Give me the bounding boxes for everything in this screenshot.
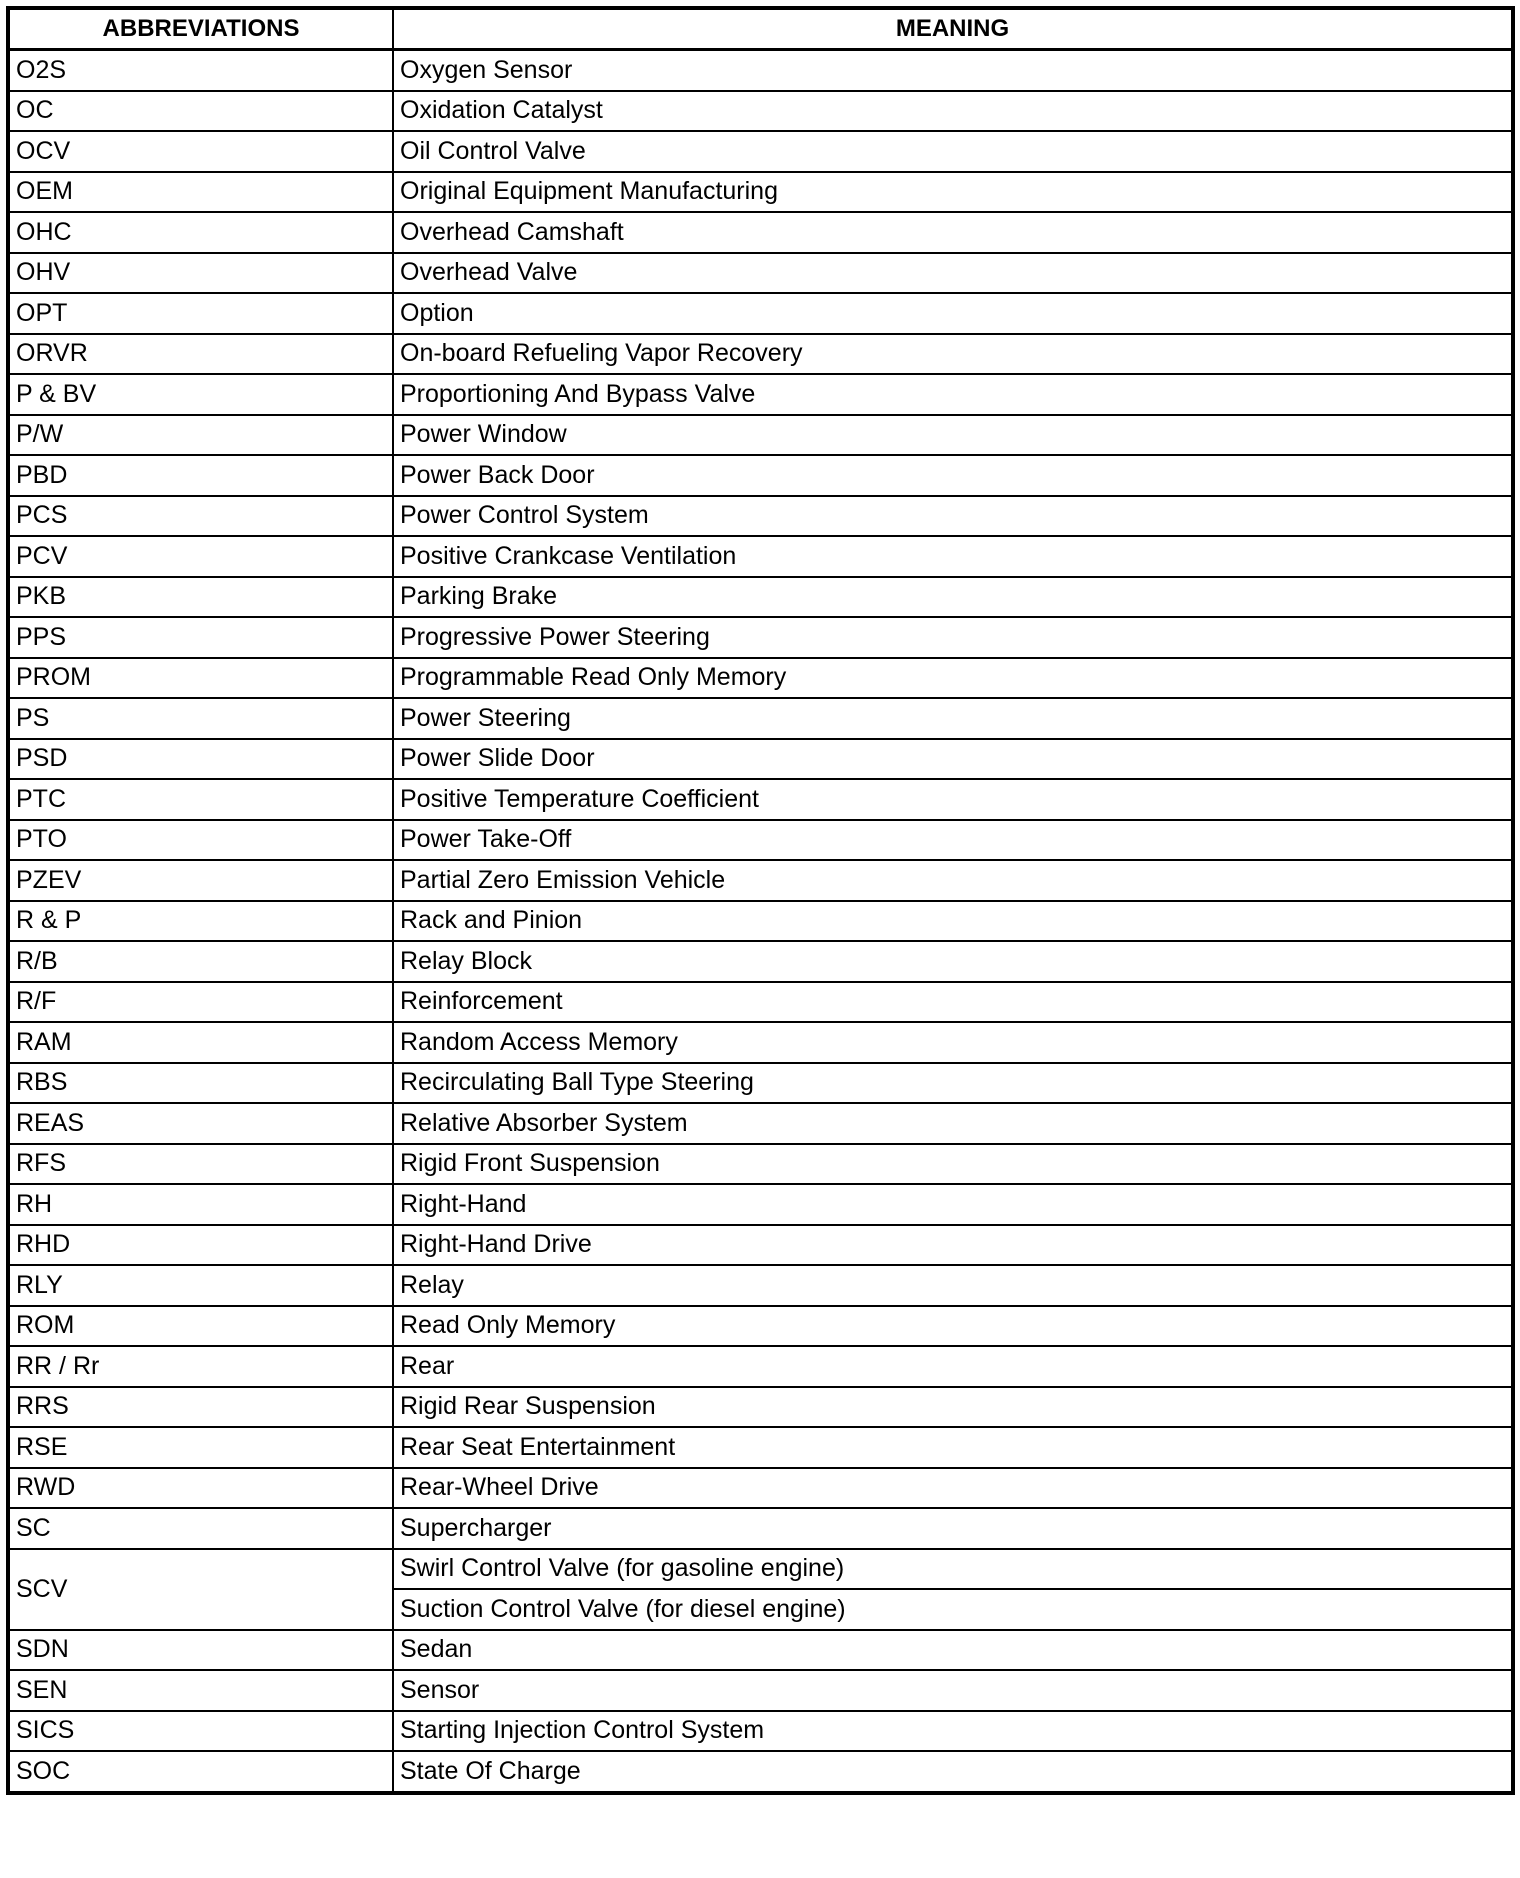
table-body — [8, 50, 1513, 1793]
table-row — [8, 1022, 1513, 1063]
meaning-cell: Relative Absorber System — [393, 1103, 1513, 1144]
table-row — [8, 982, 1513, 1023]
meaning-cell: Power Steering — [393, 698, 1513, 739]
abbreviation-cell: PBD — [8, 455, 393, 496]
abbreviations-column-header: ABBREVIATIONS — [8, 8, 393, 50]
table-row — [8, 1184, 1513, 1225]
abbreviation-cell: RFS — [8, 1144, 393, 1185]
meaning-cell: Option — [393, 293, 1513, 334]
abbreviation-cell: OEM — [8, 172, 393, 213]
table-row — [8, 1387, 1513, 1428]
table-row — [8, 131, 1513, 172]
table-row — [8, 455, 1513, 496]
meaning-cell: Programmable Read Only Memory — [393, 658, 1513, 699]
abbreviation-cell: P/W — [8, 415, 393, 456]
abbreviation-cell: SCV — [8, 1549, 393, 1630]
abbreviation-cell: RAM — [8, 1022, 393, 1063]
abbreviation-cell: PS — [8, 698, 393, 739]
meaning-cell: Relay Block — [393, 941, 1513, 982]
meaning-cell: Supercharger — [393, 1508, 1513, 1549]
abbreviation-cell: RWD — [8, 1468, 393, 1509]
meaning-cell: Recirculating Ball Type Steering — [393, 1063, 1513, 1104]
table-row — [8, 1306, 1513, 1347]
abbreviation-cell: PTO — [8, 820, 393, 861]
abbreviation-cell: RLY — [8, 1265, 393, 1306]
meaning-cell: Power Slide Door — [393, 739, 1513, 780]
table-row — [8, 1670, 1513, 1711]
table-row — [8, 820, 1513, 861]
abbreviation-cell: PZEV — [8, 860, 393, 901]
abbreviation-cell: PCV — [8, 536, 393, 577]
abbreviation-cell: P & BV — [8, 374, 393, 415]
table-row — [8, 1063, 1513, 1104]
meaning-cell: Right-Hand — [393, 1184, 1513, 1225]
meaning-cell: Random Access Memory — [393, 1022, 1513, 1063]
meaning-cell: Relay — [393, 1265, 1513, 1306]
meaning-cell: Suction Control Valve (for diesel engine) — [393, 1589, 1513, 1630]
table-row — [8, 1630, 1513, 1671]
table-row — [8, 1144, 1513, 1185]
table-row — [8, 496, 1513, 537]
abbreviation-cell: SICS — [8, 1711, 393, 1752]
table-row — [8, 253, 1513, 294]
abbreviation-cell: PSD — [8, 739, 393, 780]
table-row — [8, 1103, 1513, 1144]
meaning-cell: Rear Seat Entertainment — [393, 1427, 1513, 1468]
meaning-cell: Reinforcement — [393, 982, 1513, 1023]
meaning-cell: Power Back Door — [393, 455, 1513, 496]
table-row — [8, 415, 1513, 456]
abbreviation-cell: RBS — [8, 1063, 393, 1104]
abbreviation-cell: O2S — [8, 50, 393, 91]
table-row — [8, 860, 1513, 901]
table-row — [8, 1711, 1513, 1752]
table-row — [8, 1346, 1513, 1387]
table-row — [8, 617, 1513, 658]
meaning-cell: Starting Injection Control System — [393, 1711, 1513, 1752]
abbreviation-cell: R/F — [8, 982, 393, 1023]
table-row — [8, 779, 1513, 820]
meaning-cell: Proportioning And Bypass Valve — [393, 374, 1513, 415]
table-row — [8, 212, 1513, 253]
table-row — [8, 91, 1513, 132]
meaning-cell: Rigid Rear Suspension — [393, 1387, 1513, 1428]
abbreviation-cell: PPS — [8, 617, 393, 658]
abbreviation-cell: RRS — [8, 1387, 393, 1428]
table-row — [8, 1468, 1513, 1509]
table-header-row — [8, 8, 1513, 50]
abbreviations-table — [6, 6, 1515, 1795]
table-row — [8, 577, 1513, 618]
meaning-cell: Parking Brake — [393, 577, 1513, 618]
meaning-cell: Partial Zero Emission Vehicle — [393, 860, 1513, 901]
abbreviation-cell: OC — [8, 91, 393, 132]
abbreviation-cell: OCV — [8, 131, 393, 172]
meaning-cell: Positive Temperature Coefficient — [393, 779, 1513, 820]
table-row — [8, 1549, 1513, 1590]
meaning-cell: Oxygen Sensor — [393, 50, 1513, 91]
abbreviation-cell: SOC — [8, 1751, 393, 1793]
meaning-cell: Read Only Memory — [393, 1306, 1513, 1347]
abbreviation-cell: PTC — [8, 779, 393, 820]
meaning-cell: On-board Refueling Vapor Recovery — [393, 334, 1513, 375]
table-row — [8, 1508, 1513, 1549]
abbreviation-cell: SC — [8, 1508, 393, 1549]
abbreviation-cell: OHC — [8, 212, 393, 253]
meaning-cell: Oil Control Valve — [393, 131, 1513, 172]
table-row — [8, 901, 1513, 942]
abbreviation-cell: SEN — [8, 1670, 393, 1711]
table-row — [8, 293, 1513, 334]
meaning-cell: Progressive Power Steering — [393, 617, 1513, 658]
meaning-cell: Rear-Wheel Drive — [393, 1468, 1513, 1509]
table-row — [8, 658, 1513, 699]
table-row — [8, 1751, 1513, 1793]
meaning-cell: Power Window — [393, 415, 1513, 456]
abbreviation-cell: REAS — [8, 1103, 393, 1144]
table-row — [8, 172, 1513, 213]
abbreviation-cell: PROM — [8, 658, 393, 699]
meaning-cell: Right-Hand Drive — [393, 1225, 1513, 1266]
abbreviation-cell: OHV — [8, 253, 393, 294]
abbreviation-cell: ROM — [8, 1306, 393, 1347]
abbreviation-cell: OPT — [8, 293, 393, 334]
meaning-cell: Rigid Front Suspension — [393, 1144, 1513, 1185]
table-row — [8, 1225, 1513, 1266]
table-row — [8, 1427, 1513, 1468]
abbreviation-cell: R & P — [8, 901, 393, 942]
table-row — [8, 1265, 1513, 1306]
table-row — [8, 374, 1513, 415]
abbreviation-cell: RSE — [8, 1427, 393, 1468]
abbreviation-cell: SDN — [8, 1630, 393, 1671]
abbreviation-cell: R/B — [8, 941, 393, 982]
meaning-cell: State Of Charge — [393, 1751, 1513, 1793]
table-row — [8, 941, 1513, 982]
abbreviation-cell: PKB — [8, 577, 393, 618]
table-row — [8, 739, 1513, 780]
table-row — [8, 50, 1513, 91]
meaning-cell: Sensor — [393, 1670, 1513, 1711]
abbreviation-cell: PCS — [8, 496, 393, 537]
meaning-column-header: MEANING — [393, 8, 1513, 50]
table-row — [8, 334, 1513, 375]
abbreviation-cell: ORVR — [8, 334, 393, 375]
meaning-cell: Rear — [393, 1346, 1513, 1387]
meaning-cell: Oxidation Catalyst — [393, 91, 1513, 132]
meaning-cell: Original Equipment Manufacturing — [393, 172, 1513, 213]
abbreviation-cell: RH — [8, 1184, 393, 1225]
meaning-cell: Sedan — [393, 1630, 1513, 1671]
meaning-cell: Power Control System — [393, 496, 1513, 537]
meaning-cell: Swirl Control Valve (for gasoline engine) — [393, 1549, 1513, 1590]
meaning-cell: Overhead Valve — [393, 253, 1513, 294]
meaning-cell: Positive Crankcase Ventilation — [393, 536, 1513, 577]
table-row — [8, 536, 1513, 577]
meaning-cell: Overhead Camshaft — [393, 212, 1513, 253]
table-row — [8, 698, 1513, 739]
abbreviation-cell: RHD — [8, 1225, 393, 1266]
meaning-cell: Rack and Pinion — [393, 901, 1513, 942]
abbreviation-cell: RR / Rr — [8, 1346, 393, 1387]
meaning-cell: Power Take-Off — [393, 820, 1513, 861]
